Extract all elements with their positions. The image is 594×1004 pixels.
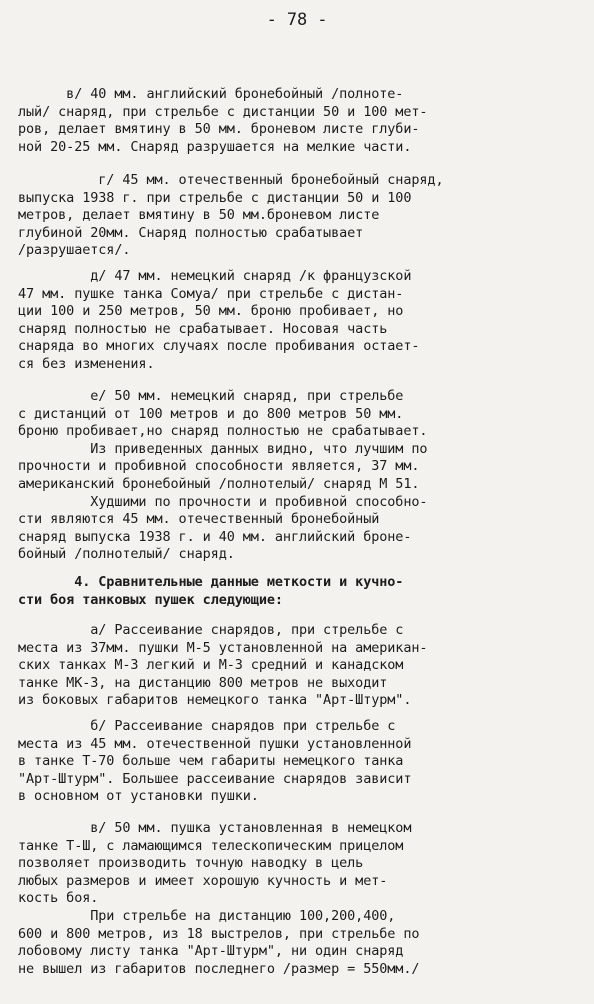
paragraph-g-45mm xyxy=(18,172,588,260)
text-line: ции 100 и 250 метров, 50 мм. броню пробивает, но xyxy=(18,303,404,320)
text-line: Из приведенных данных видно, что лучшим по xyxy=(18,440,428,457)
text-line: При стрельбе на дистанцию 100,200,400, xyxy=(18,907,396,924)
text-line: броню пробивает,но снаряд полностью не срабатывает. xyxy=(18,423,428,440)
text-line: /разрушается/. xyxy=(18,242,131,259)
paragraph-v-50mm xyxy=(18,820,588,978)
text-line: не вышел из габаритов последнего /размер = 550мм./ xyxy=(18,960,420,977)
text-line: 47 мм. пушке танка Сомуа/ при стрельбе с дистан- xyxy=(18,285,404,302)
text-line: ров, делает вмятину в 50 мм. броневом листе глуби- xyxy=(18,121,420,138)
text-line: лобовому листу танка "Арт-Штурм", ни один снаряд xyxy=(18,943,404,960)
paragraph-b-45mm xyxy=(18,718,588,806)
text-line: с дистанций от 100 метров и до 800 метров 50 мм. xyxy=(18,405,404,422)
text-line: 4. Сравнительные данные меткости и кучно- xyxy=(18,574,404,590)
text-line: лый/ снаряд, при стрельбе с дистанции 50 и 100 мет- xyxy=(18,103,428,120)
text-line: 600 и 800 метров, из 18 выстрелов, при стрельбе по xyxy=(18,925,420,942)
text-line: ной 20-25 мм. Снаряд разрушается на мелкие части. xyxy=(18,138,412,155)
text-line: снаряда во многих случаях после пробивания остает- xyxy=(18,338,420,355)
text-line: метров, делает вмятину в 50 мм.броневом листе xyxy=(18,207,380,224)
page-number: - 78 - xyxy=(266,10,328,30)
text-line: позволяет производить точную наводку в цель xyxy=(18,855,364,872)
text-line: сти боя танковых пушек следующие: xyxy=(18,591,283,608)
text-line: Худшими по прочности и пробивной способно- xyxy=(18,493,428,510)
text-line: д/ 47 мм. немецкий снаряд /к французской xyxy=(18,268,412,284)
paragraph-a-37mm xyxy=(18,622,588,710)
text-line: танке Т-Ш, с ламающимся телескопическим прицелом xyxy=(18,837,404,854)
text-line: в танке Т-70 больше чем габариты немецкого танка xyxy=(18,753,404,770)
text-line: ских танках М-3 легкий и М-3 средний и канадском xyxy=(18,657,404,674)
text-line: "Арт-Штурм". Большее рассеивание снарядов зависит xyxy=(18,770,412,787)
text-line: в/ 40 мм. английский бронебойный /полноте- xyxy=(18,86,404,102)
text-line: е/ 50 мм. немецкий снаряд, при стрельбе xyxy=(18,388,404,404)
text-line: прочности и пробивной способности является, 37 мм. xyxy=(18,458,420,475)
text-line: глубиной 20мм. Снаряд полностью срабатывает xyxy=(18,224,364,241)
text-line: выпуска 1938 г. при стрельбе с дистанции 50 и 100 xyxy=(18,189,412,206)
text-line: бойный /полнотелый/ снаряд. xyxy=(18,546,235,563)
text-line: танке МК-3, на дистанцию 800 метров не выходит xyxy=(18,674,388,691)
text-line: любых размеров и имеет хорошую кучность и мет- xyxy=(18,872,388,889)
text-line: кость боя. xyxy=(18,890,99,907)
text-line: а/ Рассеивание снарядов, при стрельбе с xyxy=(18,622,404,638)
paragraph-e-50mm xyxy=(18,388,588,564)
text-line: снаряд выпуска 1938 г. и 40 мм. английский броне- xyxy=(18,528,412,545)
text-line: места из 45 мм. отечественной пушки установленной xyxy=(18,735,412,752)
text-line: места из 37мм. пушки М-5 установленной на американ- xyxy=(18,639,428,656)
text-line: американский бронебойный /полнотелый/ снаряд М 51. xyxy=(18,475,420,492)
text-line: в/ 50 мм. пушка установленная в немецком xyxy=(18,820,412,836)
paragraph-v-40mm xyxy=(18,86,588,156)
text-line: снаряд полностью не срабатывает. Носовая часть xyxy=(18,320,388,337)
text-line: г/ 45 мм. отечественный бронебойный снаряд, xyxy=(18,172,444,188)
text-line: из боковых габаритов немецкого танка "Арт-Штурм". xyxy=(18,692,412,709)
section-heading-4 xyxy=(18,574,588,609)
paragraph-d-47mm xyxy=(18,268,588,374)
text-line: в основном от установки пушки. xyxy=(18,788,259,805)
text-line: сти являются 45 мм. отечественный бронебойный xyxy=(18,511,380,528)
text-line: ся без изменения. xyxy=(18,355,155,372)
text-line: б/ Рассеивание снарядов при стрельбе с xyxy=(18,718,396,734)
